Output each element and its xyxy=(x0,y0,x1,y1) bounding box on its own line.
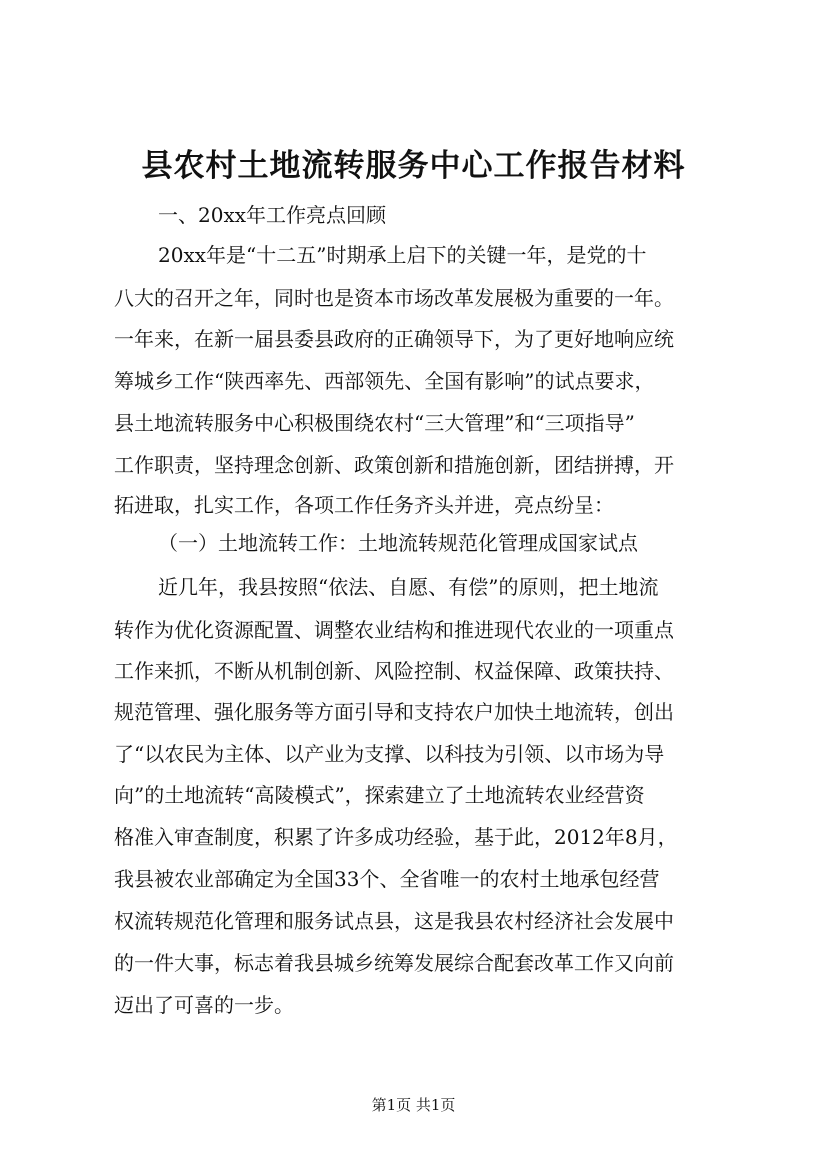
section-heading: 一、20xx年工作亮点回顾 xyxy=(158,203,387,227)
document-title: 县农村土地流转服务中心工作报告材料 xyxy=(141,148,686,184)
page-footer: 第1页 共1页 xyxy=(371,1096,456,1114)
paragraph-line: 转作为优化资源配置、调整农业结构和推进现代农业的一项重点 xyxy=(114,618,674,642)
paragraph-line: 筹城乡工作“陕西率先、西部领先、全国有影响”的试点要求， xyxy=(114,369,655,393)
paragraph-line: 的一件大事，标志着我县城乡统筹发展综合配套改革工作又向前 xyxy=(114,951,674,975)
paragraph-line: 20xx年是“十二五”时期承上启下的关键一年，是党的十 xyxy=(158,243,647,267)
paragraph-line: 近几年，我县按照“依法、自愿、有偿”的原则，把土地流 xyxy=(158,575,659,599)
paragraph-line: 八大的召开之年，同时也是资本市场改革发展极为重要的一年。 xyxy=(114,286,674,310)
paragraph-line: 工作职责，坚持理念创新、政策创新和措施创新，团结拼搏，开 xyxy=(114,453,674,477)
paragraph-line: 我县被农业部确定为全国33个、全省唯一的农村土地承包经营 xyxy=(114,867,660,891)
paragraph-line: 权流转规范化管理和服务试点县，这是我县农村经济社会发展中 xyxy=(114,909,674,933)
paragraph-line: 规范管理、强化服务等方面引导和支持农户加快土地流转，创出 xyxy=(114,700,674,724)
paragraph-line: 向”的土地流转“高陵模式”，探索建立了土地流转农业经营资 xyxy=(114,783,645,807)
paragraph-line: 了“以农民为主体、以产业为支撑、以科技为引领、以市场为导 xyxy=(114,742,665,766)
subsection-heading: （一）土地流转工作：土地流转规范化管理成国家试点 xyxy=(158,531,638,555)
paragraph-line: 迈出了可喜的一步。 xyxy=(114,993,294,1017)
paragraph-line: 县土地流转服务中心积极围绕农村“三大管理”和“三项指导” xyxy=(114,411,635,435)
paragraph-line: 一年来，在新一届县委县政府的正确领导下，为了更好地响应统 xyxy=(114,327,674,351)
paragraph-line: 工作来抓，不断从机制创新、风险控制、权益保障、政策扶持、 xyxy=(114,659,674,683)
paragraph-line: 拓进取，扎实工作，各项工作任务齐头并进，亮点纷呈： xyxy=(114,493,614,517)
paragraph-line: 格准入审查制度，积累了许多成功经验，基于此，2012年8月， xyxy=(114,825,678,849)
